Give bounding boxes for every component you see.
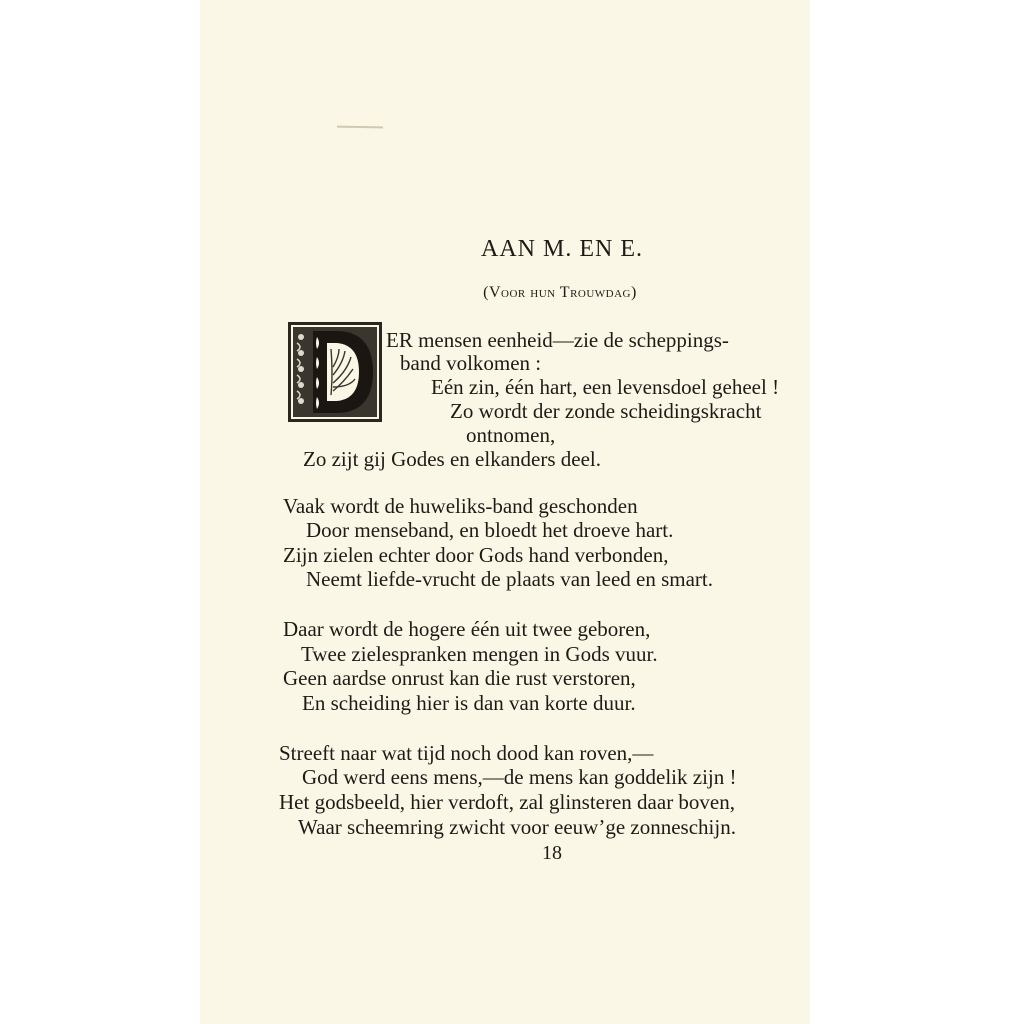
poem-line: Het godsbeeld, hier verdoft, zal glinsteren daar boven, [279,790,736,814]
poem-line: band volkomen : [400,351,542,375]
poem-line: Geen aardse onrust kan die rust verstoren, [283,666,636,690]
poem-line: Twee zielespranken mengen in Gods vuur. [301,642,658,666]
poem-line: ontnomen, [466,423,556,447]
ornamental-dropcap-d-icon [287,321,383,423]
poem-line: Vaak wordt de huweliks-band geschonden [283,494,638,518]
poem-subtitle: (Voor hun Trouwdag) [483,284,637,301]
poem-line: Waar scheemring zwicht voor eeuw’ge zonneschijn. [298,815,736,839]
poem-line: Door menseband, en bloedt het droeve hart. [306,518,674,542]
poem-line: Streeft naar wat tijd noch dood kan roven,— [279,741,654,765]
poem-line: Zo zijt gij Godes en elkanders deel. [303,447,601,471]
poem-line: God werd eens mens,—de mens kan goddelik zijn ! [302,765,737,789]
poem-line: ER mensen eenheid—zie de scheppings- [386,328,729,352]
poem-line: Neemt liefde-vrucht de plaats van leed en smart. [306,567,713,591]
poem-line: Zo wordt der zonde scheidingskracht [450,399,762,423]
poem-line: Eén zin, één hart, een levensdoel geheel ! [431,375,780,399]
poem-title: AAN M. EN E. [481,236,643,262]
page-number: 18 [542,842,562,864]
poem-line: En scheiding hier is dan van korte duur. [302,691,636,715]
poem-line: Daar wordt de hogere één uit twee geboren, [283,617,651,641]
poem-line: Zijn zielen echter door Gods hand verbonden, [283,543,669,567]
